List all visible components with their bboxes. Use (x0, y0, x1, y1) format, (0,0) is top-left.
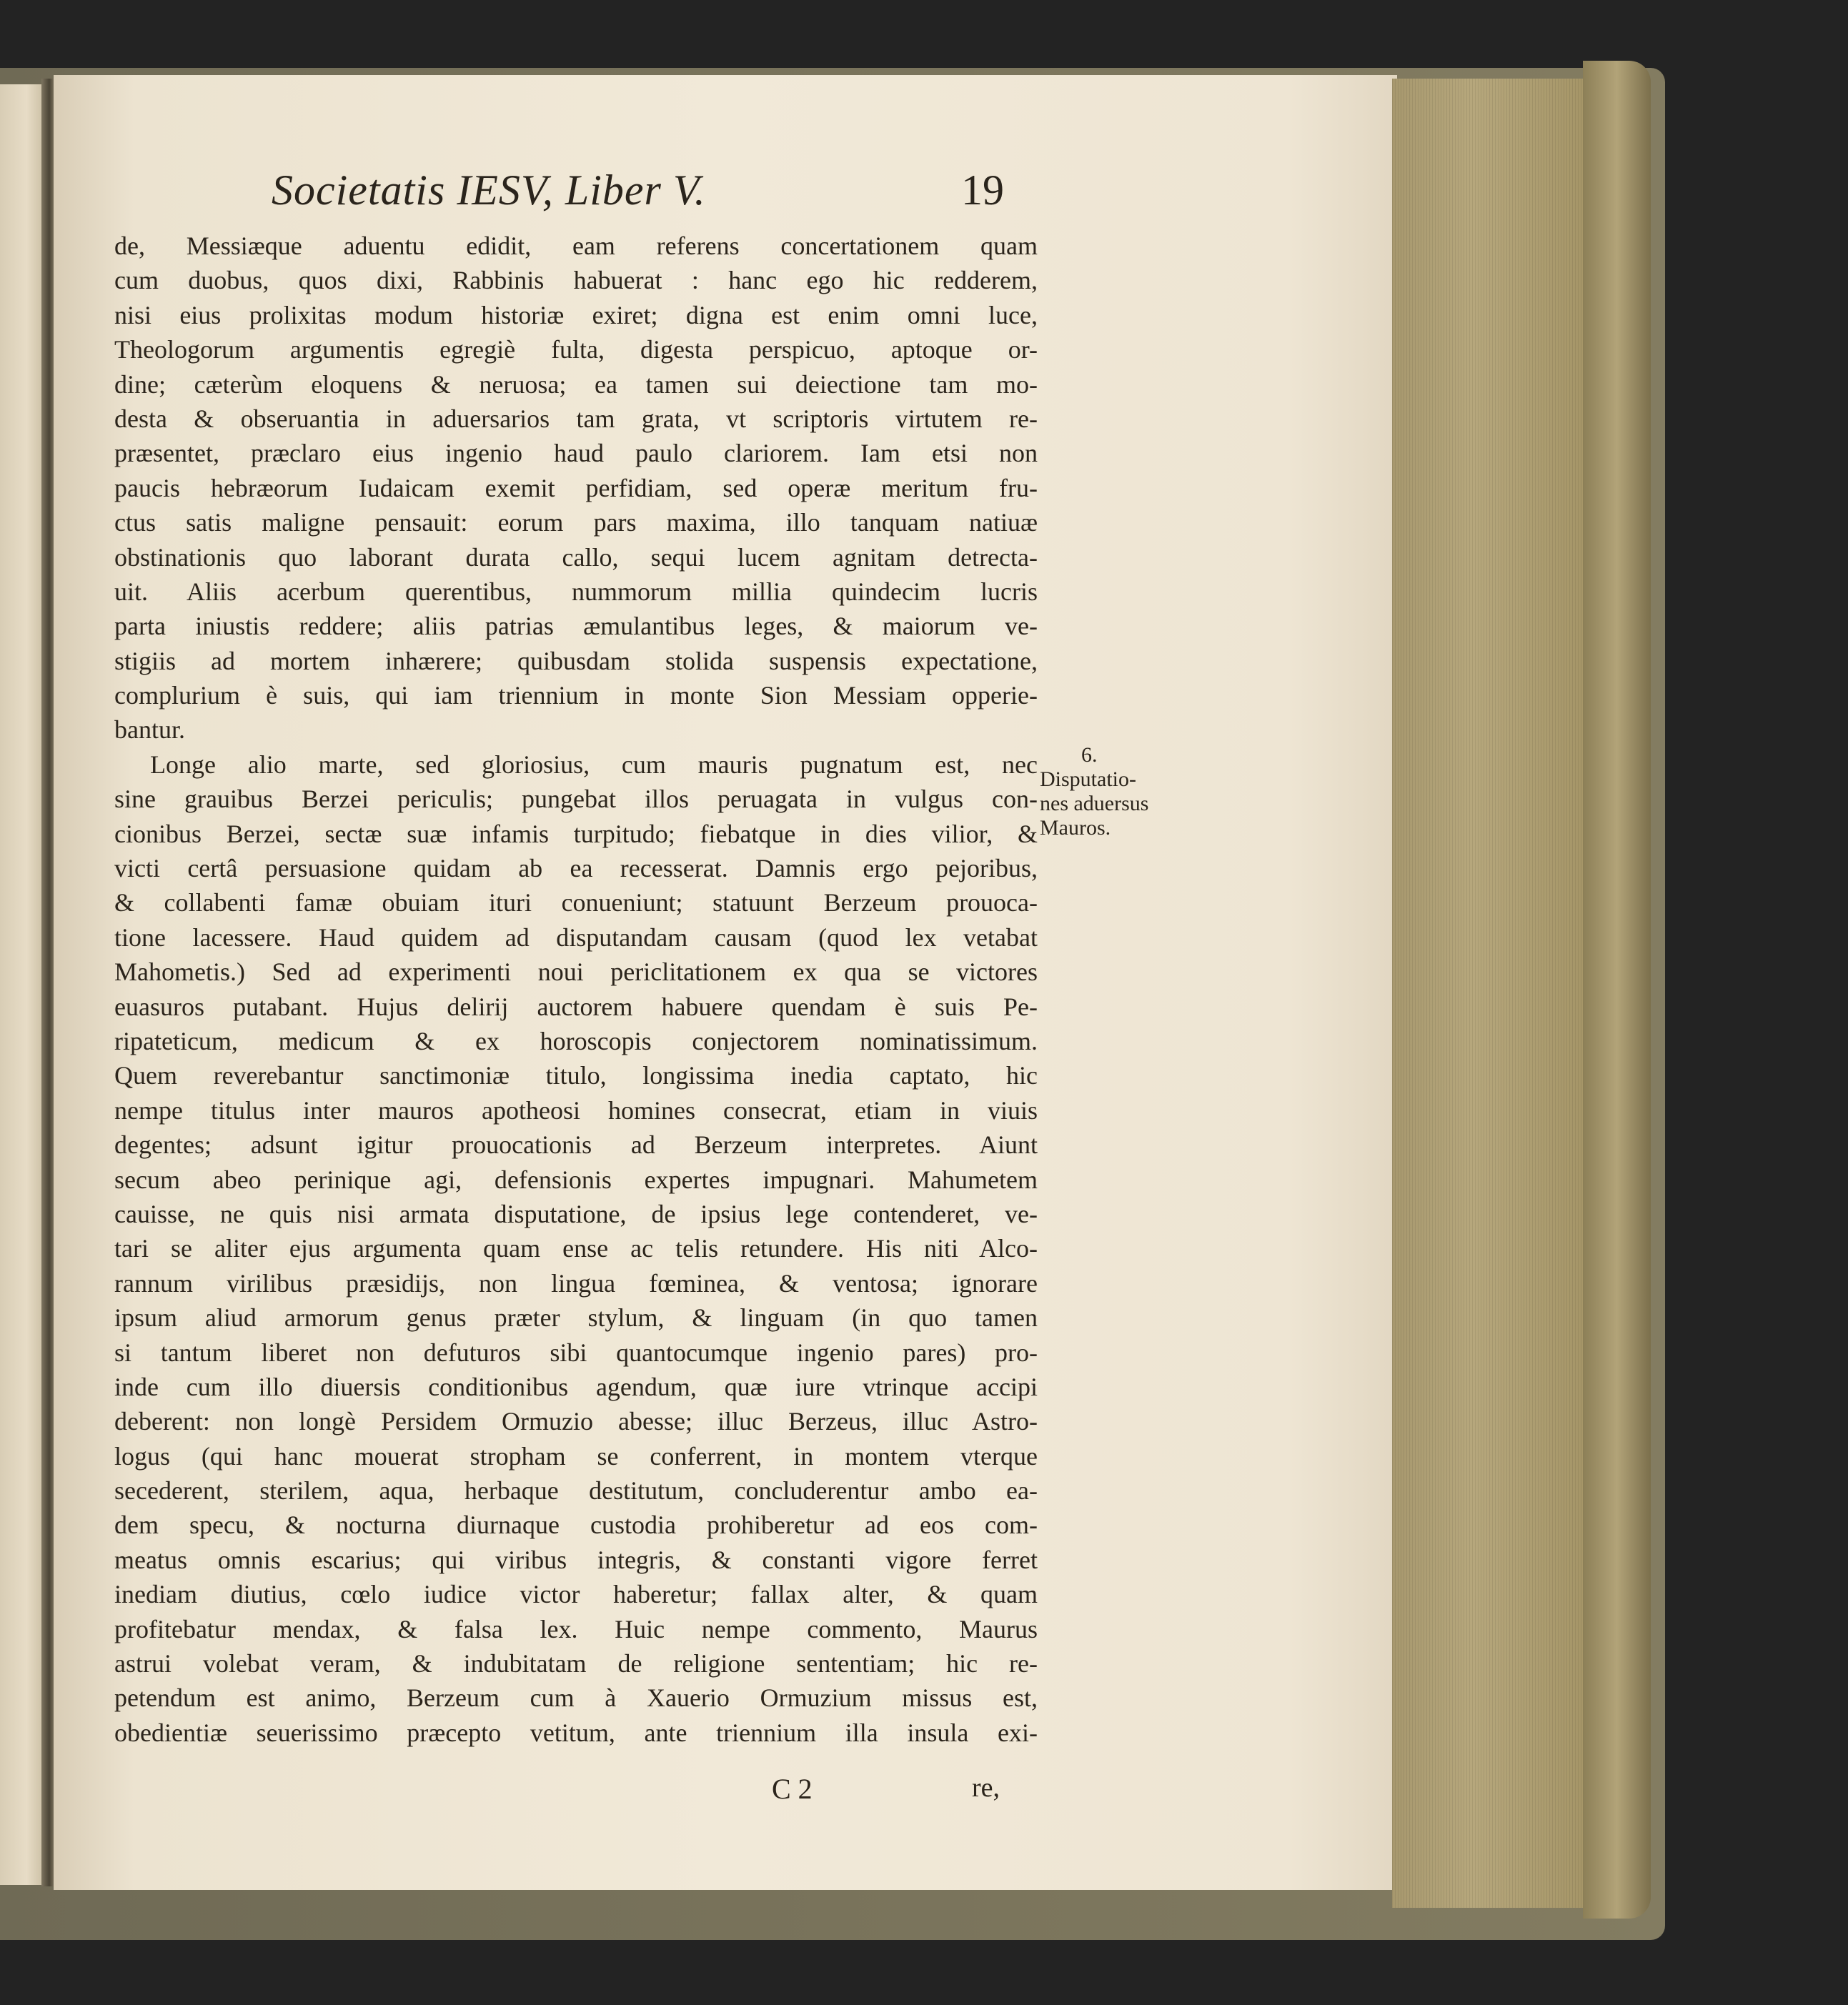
text-line: tari se aliter ejus argumenta quam ense ac telis retundere. His niti Alco- (114, 1234, 1038, 1263)
catchword: re, (972, 1773, 1000, 1803)
text-line: bantur. (114, 715, 185, 745)
text-line: ripateticum, medicum & ex horoscopis conjectorem nominatissimum. (114, 1026, 1038, 1055)
text-line: meatus omnis escarius; qui viribus integris, & constanti vigore ferret (114, 1545, 1038, 1574)
text-line: cum duobus, quos dixi, Rabbinis habuerat : hanc ego hic redderem, (114, 266, 1038, 295)
text-line: nisi eius prolixitas modum historiæ exiret; digna est enim omni luce, (114, 300, 1038, 329)
text-line: tione lacessere. Haud quidem ad disputandam causam (quod lex vetabat (114, 922, 1038, 952)
page-number: 19 (961, 166, 1004, 214)
text-line: cauisse, ne quis nisi armata disputatione, de ipsius lege contenderet, ve- (114, 1199, 1038, 1228)
cover-edge (1583, 61, 1651, 1919)
text-line: Theologorum argumentis egregiè fulta, digesta perspicuo, aptoque or- (114, 335, 1038, 364)
marginal-note-number: 6. (1081, 743, 1098, 767)
text-line: complurium è suis, qui iam triennium in monte Sion Messiam opperie- (114, 681, 1038, 710)
text-line: & collabenti famæ obuiam ituri conueniunt; statuunt Berzeum prouoca- (114, 888, 1038, 917)
text-line: si tantum liberet non defuturos sibi quantocumque ingenio pares) pro- (114, 1338, 1038, 1367)
marginal-note-line: nes aduersus (1040, 792, 1149, 815)
text-line: degentes; adsunt igitur prouocationis ad Berzeum interpretes. Aiunt (114, 1130, 1038, 1160)
text-line: Longe alio marte, sed gloriosius, cum mauris pugnatum est, nec (150, 750, 1038, 779)
text-line: cionibus Berzei, sectæ suæ infamis turpitudo; fiebatque in dies vilior, & (114, 819, 1038, 848)
text-line: paucis hebræorum Iudaicam exemit perfidiam, sed operæ meritum fru- (114, 473, 1038, 502)
text-line: rannum virilibus præsidijs, non lingua fœminea, & ventosa; ignorare (114, 1268, 1038, 1298)
text-line: obstinationis quo laborant durata callo, sequi lucem agnitam detrecta- (114, 542, 1038, 572)
text-line: Mahometis.) Sed ad experimenti noui periclitationem ex qua se victores (114, 957, 1038, 987)
text-line: nempe titulus inter mauros apotheosi homines consecrat, etiam in viuis (114, 1095, 1038, 1125)
text-line: petendum est animo, Berzeum cum à Xauerio Ormuzium missus est, (114, 1683, 1038, 1713)
left-page-edge (0, 84, 44, 1885)
page-fore-edge (1392, 79, 1592, 1908)
text-line: secum abeo perinique agi, defensionis expertes impugnari. Mahumetem (114, 1165, 1038, 1194)
text-line: inde cum illo diuersis conditionibus agendum, quæ iure vtrinque accipi (114, 1372, 1038, 1401)
text-line: deberent: non longè Persidem Ormuzio abesse; illuc Berzeus, illuc Astro- (114, 1407, 1038, 1436)
body-text (114, 229, 1038, 1765)
text-line: ipsum aliud armorum genus præter stylum, & linguam (in quo tamen (114, 1303, 1038, 1333)
text-line: uit. Aliis acerbum querentibus, nummorum millia quindecim lucris (114, 577, 1038, 606)
text-line: parta iniustis reddere; aliis patrias æmulantibus leges, & maiorum ve- (114, 612, 1038, 641)
marginal-note-line: Mauros. (1040, 816, 1111, 840)
text-line: sine grauibus Berzei periculis; pungebat illos peruagata in vulgus con- (114, 785, 1038, 814)
signature-mark: C 2 (772, 1773, 813, 1805)
text-line: dine; cæterùm eloquens & neruosa; ea tamen sui deiectione tam mo- (114, 369, 1038, 399)
running-head: Societatis IESV, Liber V. (272, 166, 706, 214)
text-line: obedientiæ seuerissimo præcepto vetitum, ante triennium illa insula exi- (114, 1718, 1038, 1747)
text-line: euasuros putabant. Hujus delirij auctorem habuere quendam è suis Pe- (114, 992, 1038, 1021)
text-line: Quem reverebantur sanctimoniæ titulo, longissima inedia captato, hic (114, 1061, 1038, 1090)
text-line: præsentet, præclaro eius ingenio haud paulo clariorem. Iam etsi non (114, 439, 1038, 468)
marginal-note-line: Disputatio- (1040, 767, 1136, 791)
text-line: secederent, sterilem, aqua, herbaque destitutum, concluderentur ambo ea- (114, 1476, 1038, 1506)
marginal-note (1040, 743, 1176, 865)
text-line: inediam diutius, cœlo iudice victor haberetur; fallax alter, & quam (114, 1580, 1038, 1609)
text-line: stigiis ad mortem inhærere; quibusdam stolida suspensis expectatione, (114, 646, 1038, 675)
text-line: desta & obseruantia in aduersarios tam grata, vt scriptoris virtutem re- (114, 404, 1038, 433)
text-line: logus (qui hanc mouerat stropham se conferrent, in montem vterque (114, 1441, 1038, 1471)
text-line: ctus satis maligne pensauit: eorum pars maxima, illo tanquam natiuæ (114, 508, 1038, 537)
text-line: victi certâ persuasione quidam ab ea recesserat. Damnis ergo pejoribus, (114, 854, 1038, 883)
text-line: astrui volebat veram, & indubitatam de religione sententiam; hic re- (114, 1649, 1038, 1678)
text-line: profitebatur mendax, & falsa lex. Huic nempe commento, Maurus (114, 1614, 1038, 1643)
text-line: dem specu, & nocturna diurnaque custodia prohiberetur ad eos com- (114, 1511, 1038, 1540)
text-line: de, Messiæque aduentu edidit, eam referens concertationem quam (114, 232, 1038, 260)
